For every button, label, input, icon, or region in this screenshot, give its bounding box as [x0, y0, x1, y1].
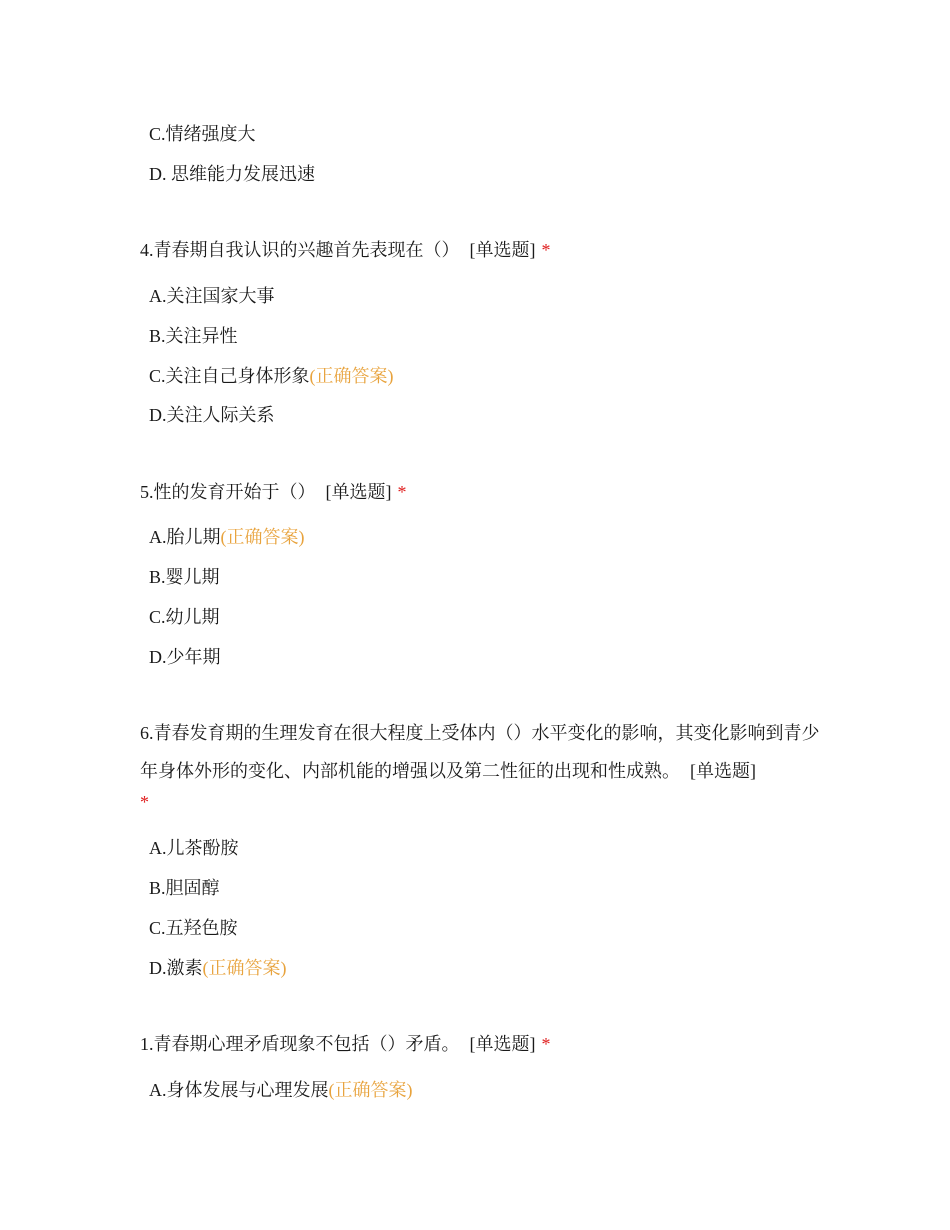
question-text: 1.青春期心理矛盾现象不包括（）矛盾。: [140, 1034, 460, 1054]
option-label: C.幼儿期: [149, 607, 220, 627]
option-item: [149, 836, 239, 860]
option-label: C.关注自己身体形象: [149, 366, 310, 386]
question-type: [单选题]: [469, 1034, 536, 1054]
option-label: B.婴儿期: [149, 567, 220, 587]
option-item: [149, 565, 220, 589]
required-mark: *: [140, 792, 149, 812]
option-label: D. 思维能力发展迅速: [149, 164, 315, 184]
option-item: [149, 876, 220, 900]
correct-answer-mark: (正确答案): [328, 1080, 413, 1100]
correct-answer-mark: (正确答案): [202, 958, 287, 978]
option-item: [149, 956, 287, 980]
option-item: [149, 324, 238, 348]
question-type: [单选题]: [469, 240, 536, 260]
question-type: [单选题]: [690, 761, 756, 781]
option-label: A.儿茶酚胺: [149, 838, 239, 858]
question-text: 6.青春发育期的生理发育在很大程度上受体内（）水平变化的影响，其变化影响到青少年身体外形的变化、内部机能的增强以及第二性征的出现和性成熟。: [140, 723, 820, 781]
option-item: [149, 605, 220, 629]
question-title: [140, 1032, 551, 1056]
option-label: D.激素: [149, 958, 203, 978]
option-item: [149, 364, 394, 388]
option-item: [149, 525, 305, 549]
option-item: [149, 916, 238, 940]
question-title: [140, 480, 407, 504]
option-item: [149, 403, 275, 427]
option-label: A.身体发展与心理发展: [149, 1080, 329, 1100]
question-text: 5.性的发育开始于（）: [140, 482, 316, 502]
correct-answer-mark: (正确答案): [309, 366, 394, 386]
option-label: A.关注国家大事: [149, 286, 275, 306]
option-label: A.胎儿期: [149, 527, 221, 547]
option-item: [149, 284, 275, 308]
option-label: D.关注人际关系: [149, 405, 275, 425]
required-mark: *: [541, 240, 551, 260]
option-label: C.情绪强度大: [149, 124, 256, 144]
option-label: D.少年期: [149, 647, 221, 667]
option-item: [149, 122, 256, 146]
option-label: B.胆固醇: [149, 878, 220, 898]
question-title: [140, 714, 820, 814]
correct-answer-mark: (正确答案): [220, 527, 305, 547]
required-mark: *: [541, 1034, 551, 1054]
question-type: [单选题]: [325, 482, 392, 502]
required-mark: *: [397, 482, 407, 502]
option-item: [149, 162, 315, 186]
question-title: [140, 238, 551, 262]
question-text: 4.青春期自我认识的兴趣首先表现在（）: [140, 240, 460, 260]
option-label: B.关注异性: [149, 326, 238, 346]
option-label: C.五羟色胺: [149, 918, 238, 938]
option-item: [149, 645, 221, 669]
option-item: [149, 1078, 413, 1102]
